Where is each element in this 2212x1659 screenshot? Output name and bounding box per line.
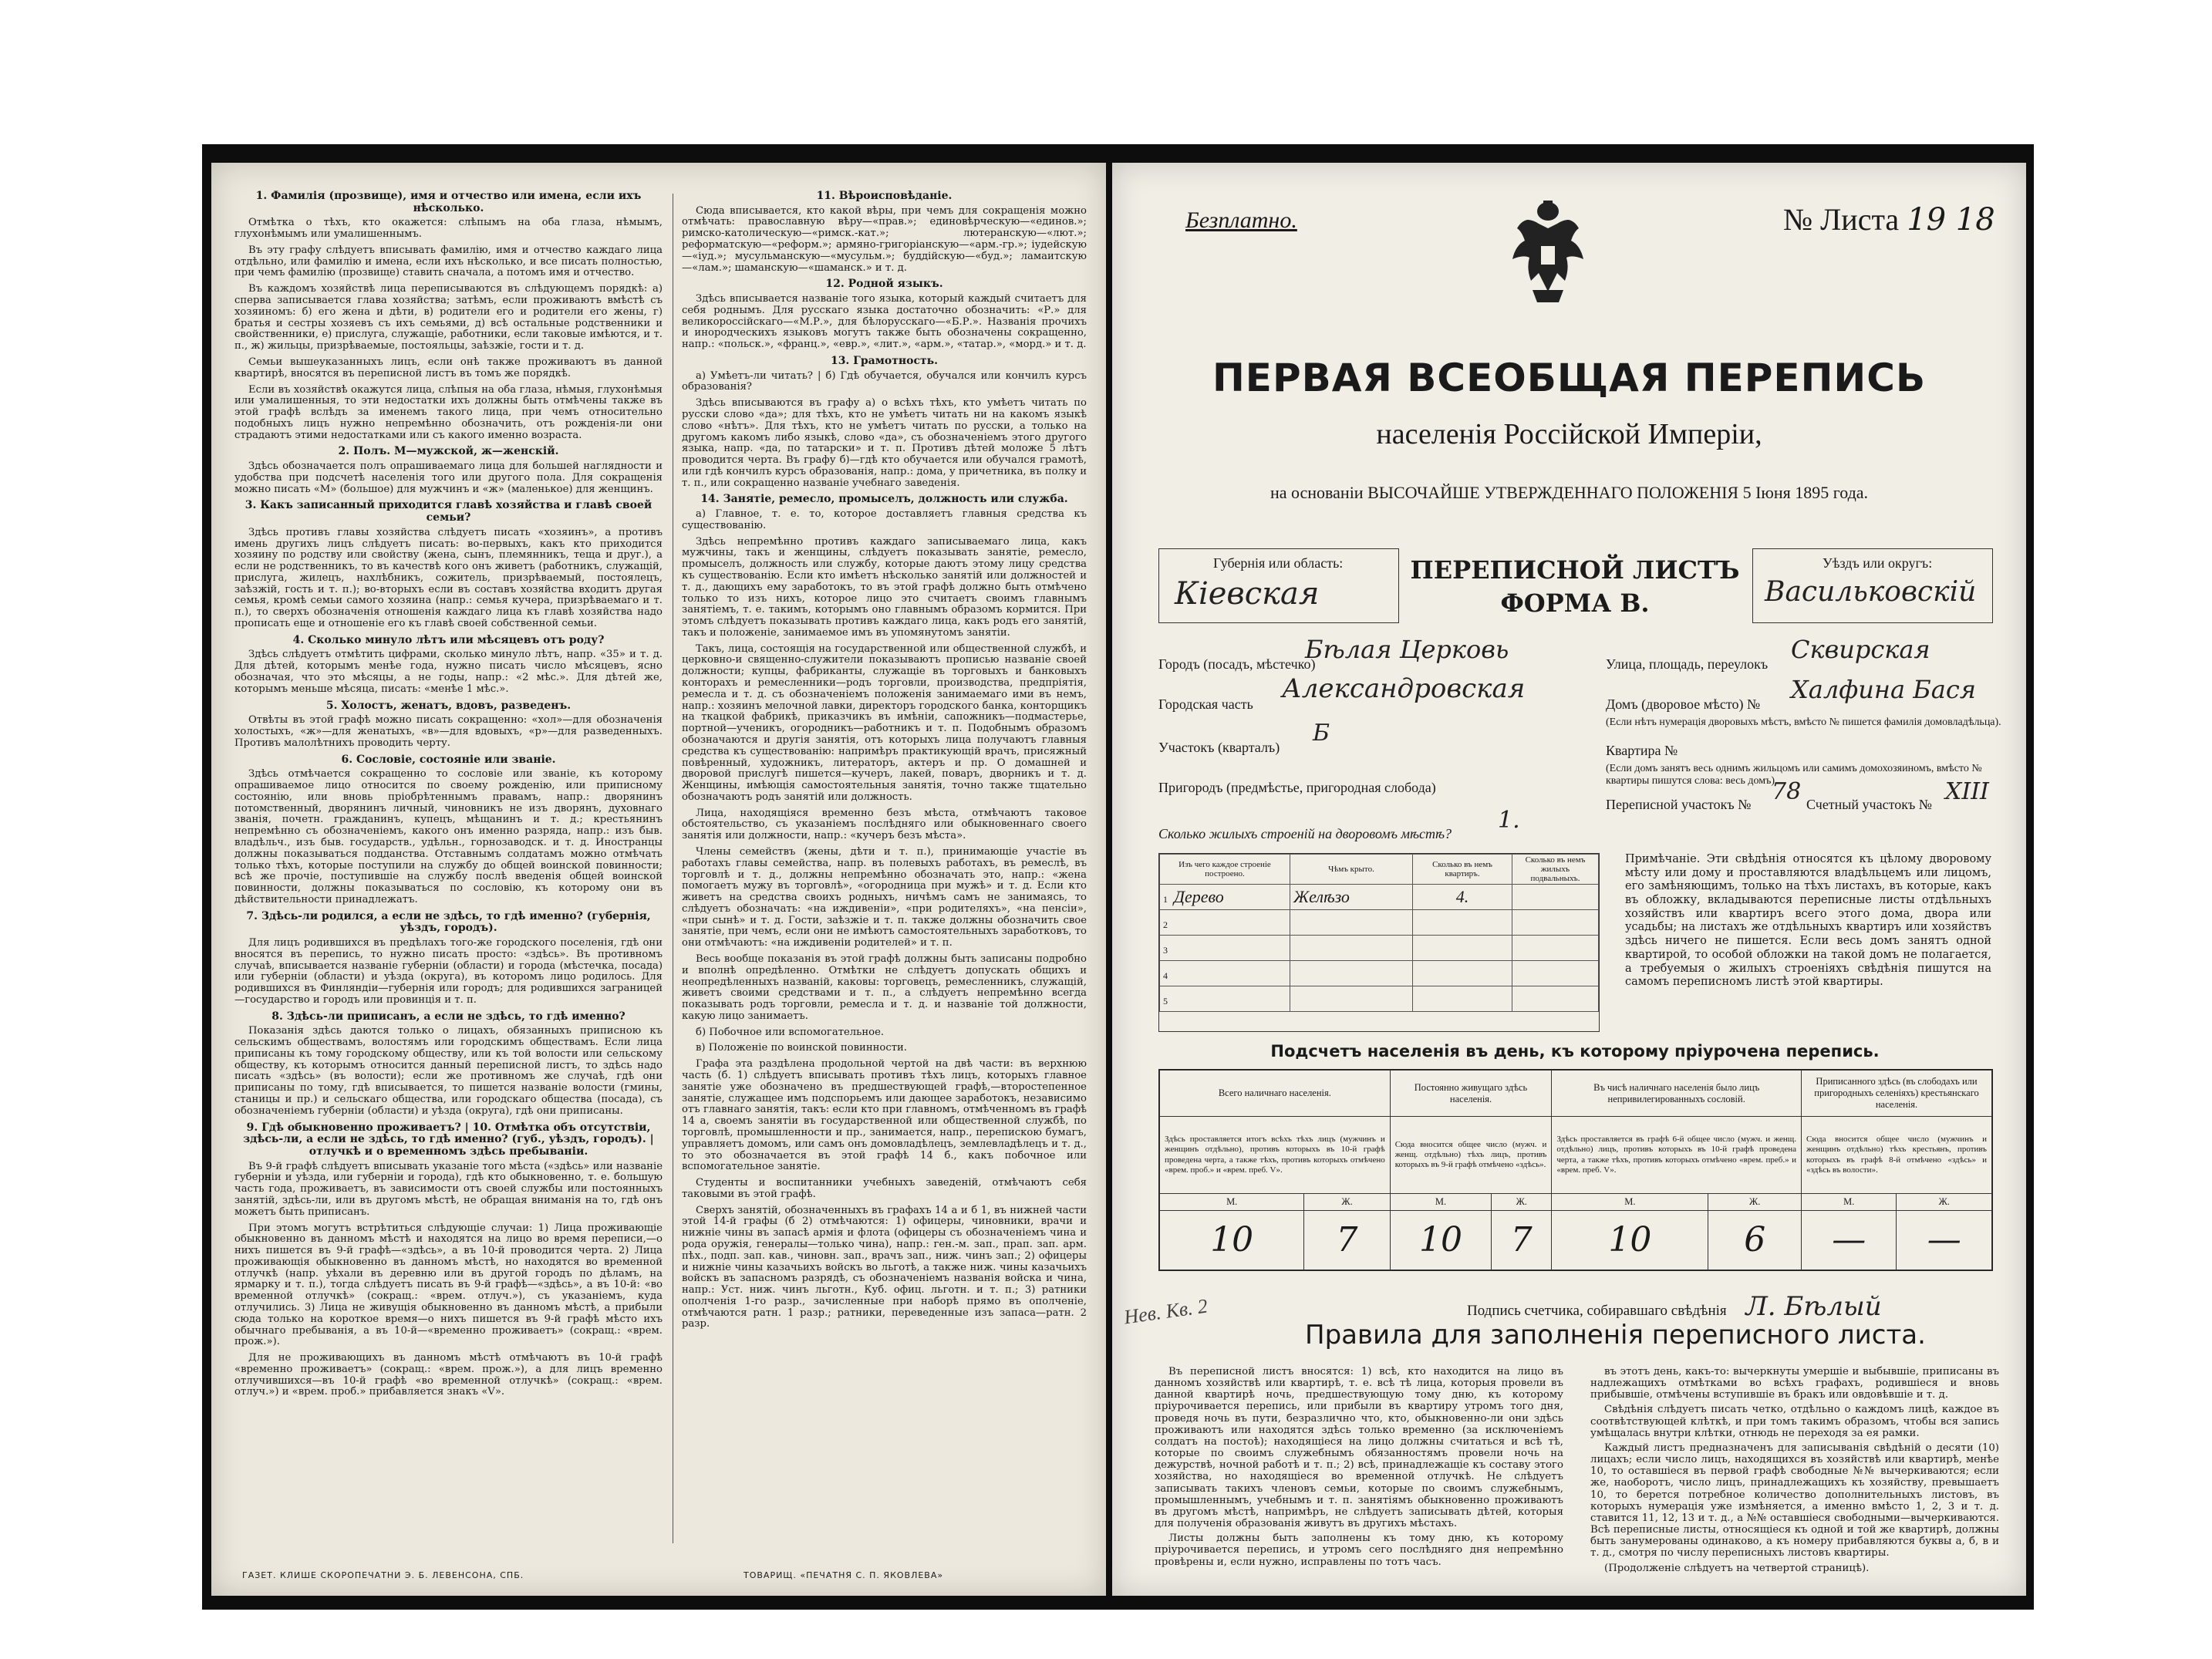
cell-roof xyxy=(1290,986,1413,1012)
form-heading xyxy=(1405,554,1745,620)
section-heading: 4. Сколько минуло лѣтъ или мѣсяцевъ отъ роду? xyxy=(292,633,605,646)
governorate-box xyxy=(1158,548,1399,623)
paragraph: Здѣсь вписывается названіе того языка, который каждый считаетъ для себя роднымъ. Для русскаго языка достаточно обозначить: «Р.» для великороссійскаго—«М.Р.», для бѣлорусскаго—«Б.Р.». Названія прочихъ и инородческихъ языковъ могутъ также быть обозначены сокращенно, напр.: «польск.», «франц.», «евр.», «лит.», «арм.», «татар.», «морд.» и т. д. xyxy=(682,293,1087,351)
paragraph: Сверхъ занятій, обозначенныхъ въ графахъ 14 а и б 1, въ нижней части этой 14-й графы (б 2) отмѣчаются: 1) офицеры, чиновники, врачи и нижніе чины въ запасѣ армія и флота (офицеры съ обозначеніемъ чина и рода оружія, генералы—только чина), напр.: ген.-м. зап., прап. зап. арм. пѣх., подп. зап. кав., чиновн. зап., врачъ зап., ниж. чинъ зап.; 2) офицеры и нижніе чины казачьихъ войскъ во льготѣ, а также ниж. чины казачьихъ войскъ въ запасномъ разрядѣ, съ обозначеніемъ названія войска и чина, напр.: Уст. ниж. чинъ льготн., Куб. офиц. льготн. и т. п.; 3) ратники ополченія 1-го разр., зачисленные при наборѣ прямо въ ополченіе, отмѣчаются ратн. 1 разр.; ратники, переведенные изъ запаса—ратн. 2 разр. xyxy=(682,1204,1087,1330)
section-heading: 14. Занятіе, ремесло, промыселъ, должность или служба. xyxy=(700,493,1068,506)
section-heading: 3. Какъ записанный приходится главѣ хозяйства и главѣ своей семьи? xyxy=(244,499,652,524)
m-label: М. xyxy=(1802,1194,1897,1211)
house-note: (Если нѣтъ нумерація дворовыхъ мѣстъ, вмѣсто № пишется фамилія домовладѣльца). xyxy=(1606,717,2001,728)
rules-paragraph: Свѣдѣнія слѣдуетъ писать четко, отдѣльно о каждомъ лицѣ, каждое въ соотвѣтствующей клѣткѣ, и при томъ такимъ образомъ, чтобы вся запись умѣщалась внутри клѣтки, отнюдь не переходя за ея рамки. xyxy=(1590,1404,1999,1439)
house-label: Домъ (дворовое мѣсто) № xyxy=(1606,696,1761,712)
count-present-m: 10 xyxy=(1160,1211,1304,1270)
left-column-2 xyxy=(682,186,1087,1335)
town-part-label: Городская часть xyxy=(1158,696,1253,712)
rules-paragraph: Листы должны быть заполнены къ тому дню, къ которому пріурочивается перепись, и утромъ сего послѣдняго дня непремѣнно провѣрены и, если нужно, исправлены по тотъ часъ. xyxy=(1155,1533,1563,1568)
section-heading: 7. Здѣсь-ли родился, а если не здѣсь, то гдѣ именно? (губернія, уѣздъ, городъ). xyxy=(246,909,651,935)
district-handwritten: Васильковскій xyxy=(1765,576,1977,608)
count-desc-present: Здѣсь проставляется итогъ всѣхъ тѣхъ лицъ (мужчинъ и женщинъ отдѣльно), противъ которыхъ въ 10-й графѣ проведена черта, а также тѣхъ, противъ которыхъ отмѣчено «врем. проб.» и «врем. преб. V». xyxy=(1160,1117,1391,1194)
section-heading: 11. Вѣроисповѣданіе. xyxy=(816,190,953,202)
census-subtitle: населенія Россійской Имперіи, xyxy=(1376,418,1762,450)
district-box xyxy=(1752,548,1993,623)
m-label: М. xyxy=(1390,1194,1491,1211)
apartment-note: (Если домъ занятъ весь однимъ жильцомъ или самимъ домохозяиномъ, вмѣсто № квартиры пишутся слова: весь домъ). xyxy=(1606,763,1982,787)
buildings-label: Сколько жилыхъ строеній на дворовомъ мѣстѣ? xyxy=(1158,826,1452,841)
paragraph: а) Главное, т. е. то, которое доставляетъ главныя средства къ существованію. xyxy=(682,508,1087,531)
cell-material xyxy=(1160,986,1290,1012)
signature-handwritten: Л. Бѣлый xyxy=(1745,1291,1882,1322)
paragraph: Лица, находящіяся временно безъ мѣста, отмѣчаютъ таковое обстоятельство, съ указаніемъ послѣдняго или обыкновеннаго своего занятія или должности, напр.: «кучеръ безъ мѣста». xyxy=(682,807,1087,842)
free-label: Безплатно. xyxy=(1185,207,1297,233)
buildings-row xyxy=(1160,910,1599,936)
form-heading-line1: ПЕРЕПИСНОЙ ЛИСТЪ xyxy=(1410,555,1740,585)
printer-imprint-right: ТОВАРИЩ. «ПЕЧАТНЯ С. П. ЯКОВЛЕВА» xyxy=(744,1570,944,1580)
buildings-col-roof: Чѣмъ крыто. xyxy=(1290,855,1413,885)
count-desc-peasants: Сюда вносится общее число (мужчинъ и женщинъ отдѣльно) тѣхъ крестьянъ, противъ которыхъ въ графѣ 8-й отмѣчено «здѣсь» и «здѣсь въ волости». xyxy=(1802,1117,1992,1194)
buildings-col-material: Изъ чего каждое строеніе построено. xyxy=(1160,855,1290,885)
left-page xyxy=(211,163,1106,1596)
signature-label: Подпись счетчика, собиравшаго свѣдѣнія xyxy=(1467,1303,1727,1319)
section-heading: 2. Полъ. М—мужской, ж—женскій. xyxy=(338,445,559,458)
row-number: 2 xyxy=(1163,919,1168,930)
buildings-row xyxy=(1160,936,1599,961)
street-handwritten: Сквирская xyxy=(1791,635,1930,664)
section-heading: 8. Здѣсь-ли приписанъ, а если не здѣсь, то гдѣ именно? xyxy=(271,1010,625,1023)
paragraph: а) Умѣетъ-ли читать? | б) Гдѣ обучается, обучался или кончилъ курсъ образованія? xyxy=(682,369,1087,393)
town-handwritten: Бѣлая Церковь xyxy=(1305,635,1509,664)
apartments-handwritten: 4. xyxy=(1455,887,1469,906)
census-basis: на основаніи ВЫСОЧАЙШЕ УТВЕРЖДЕННАГО ПОЛОЖЕНІЯ 5 Іюня 1895 года. xyxy=(1270,483,1869,502)
paragraph: Здѣсь отмѣчается сокращенно то сословіе или званіе, къ которому опрашиваемое лицо относится по своему рожденію, или приписному состоянію, или вновь пріобрѣтеннымъ правамъ, напр.: дворянинъ потомственный, дворянинъ личный, чиновникъ не изъ дворянъ, духовнаго званія, почетн. гражданинъ, купецъ, мѣщанинъ и т. д.; крестьянинъ непремѣнно съ обозначеніемъ, какого онъ именно разряда, напр.: изъ быв. владѣльч., изъ быв. государств., удѣльн., горнозаводск. и т. д. Иностранцы должны показываться подданства. Отставнымъ солдатамъ можно отмѣчать только тѣхъ, которые поступили на службу до общей воинской повинности; всѣ же прочіе, поступившіе на службу послѣ введенія общей воинской повинности, должны показываться по сословію, къ которому они въ дѣйствительности принадлежатъ. xyxy=(234,768,663,905)
paragraph: Такъ, лица, состоящія на государственной или общественной службѣ, и церковно-и священно-служители показываютъ прописью названіе своей должности; купцы, фабриканты, служащіе въ торговыхъ и банковыхъ конторахъ и ремесленники—родъ торговли, производства, предпріятія, ремесла и т. д. съ обозначеніемъ положенія занимаемаго ими въ немъ, напр.: хозяинъ мелочной лавки, директоръ городского банка, конторщикъ на ткацкой фабрикѣ, приказчикъ въ имѣніи, сапожникъ—подмастерье, портной—ученикъ, огородникъ—работникъ и т. п. Подобнымъ образомъ обозначаются и другія занятія, отъ которыхъ лица получаютъ главныя средства къ существованію: напримѣръ практикующій врачъ, присяжный повѣренный, художникъ, литераторъ, актеръ и пр. О домашней и дворовой прислугѣ пишется—кучеръ, лакей, поваръ, дворникъ и т. д. Женщины, имѣющія самостоятельныя занятія, точно также тщательно обозначаютъ родъ занятій или должность. xyxy=(682,642,1087,803)
cell-apartments xyxy=(1413,936,1512,961)
section-heading: 12. Родной языкъ. xyxy=(825,278,943,291)
rules-paragraph: Каждый листъ предназначенъ для записыванія свѣдѣній о десяти (10) лицахъ; если число лицъ, находящихся въ хозяйствѣ или квартирѣ, менѣе 10, то оставшіеся въ первой графѣ свободные №№ вычеркиваются; если же, наоборотъ, число лицъ, принадлежащихъ къ хозяйству, превышаетъ 10, то берется потребное количество дополнительныхъ листовъ, въ которыхъ нумерація уже измѣняется, а именно вмѣсто 1, 2, 3 и т. д. ставится 11, 12, 13 и т. д., а №№ оставшіеся свободными—вычеркиваются. Всѣ переписные листы, относящіеся къ одной и той же квартирѣ, должны быть занумерованы одинаково, а къ номеру прибавляются буквы а, б, в и т. д., смотря по числу переписныхъ листовъ квартиры. xyxy=(1590,1442,1999,1560)
cell-roof xyxy=(1290,885,1413,910)
buildings-note: Примѣчаніе. Эти свѣдѣнія относятся къ цѣлому дворовому мѣсту или дому и проставляются владѣльцемъ или лицомъ, его замѣняющимъ, только на тѣхъ листахъ, въ которые, какъ въ обложку, вкладываются переписные листы отдѣльныхъ хозяйствъ или квартиръ всего этого дома, двора или усадьбы; на листахъ же отдѣльныхъ квартиръ или хозяйствъ здѣсь ничего не пишется. Если весь домъ занятъ одной квартирой, то особой обложки на такой домъ не полагается, а требуемыя о жилыхъ строеніяхъ свѣдѣнія пишутся на самомъ переписномъ листѣ этой квартиры. xyxy=(1625,853,1991,989)
m-label: М. xyxy=(1160,1194,1304,1211)
count-permanent-m: 10 xyxy=(1390,1211,1491,1270)
count-permanent-f: 7 xyxy=(1492,1211,1552,1270)
governorate-label: Губернія или область: xyxy=(1213,555,1344,571)
buildings-handwritten: 1. xyxy=(1498,807,1520,834)
row-number: 4 xyxy=(1163,970,1168,981)
rules-column-1 xyxy=(1155,1366,1563,1571)
counting-district-label: Счетный участокъ № xyxy=(1806,797,1932,812)
count-header-peasants: Приписанного здѣсь (въ слободахъ или пригородныхъ селеніяхъ) крестьянскаго населенія. xyxy=(1802,1071,1992,1117)
paragraph: Здѣсь вписываются въ графу а) о всѣхъ тѣхъ, кто умѣетъ читать по русски слово «да»; для тѣхъ, кто не умѣетъ читать ни на какомъ языкѣ слово «нѣтъ». Для тѣхъ, кто не умѣетъ читать по русски, а только на другомъ какомъ либо языкѣ, слово «да», съ обозначеніемъ этого другого языка, напр. «да, по татарски» и т. п. Противъ дѣтей моложе 5 лѣтъ проводится черта. Въ графу б)—гдѣ кто обучается или обучался грамотѣ, или гдѣ кончилъ курсъ образованія, напр.: дома, у причетника, въ полку и т. п., или сокращенно названіе учебнаго заведенія. xyxy=(682,397,1087,489)
apartment-label: Квартира № xyxy=(1606,743,1678,758)
counting-district-handwritten: XIII xyxy=(1945,778,1989,805)
scan-background xyxy=(202,144,2034,1610)
buildings-table xyxy=(1158,853,1600,1032)
zh-label: Ж. xyxy=(1492,1194,1552,1211)
paragraph: Для лицъ родившихся въ предѣлахъ того-же городского поселенія, гдѣ они вносятся въ перепись, то нужно писать просто: «здѣсь». Въ противномъ случаѣ, вписывается названіе губерніи (области) и города (мѣстечка, посада) или губерніи (области) и уѣзда (округа), въ которомъ лицо родилось. Для родившихся въ Финляндіи—губернія или городъ; для родившихся заграницей—государство и городъ или провинція и т. п. xyxy=(234,937,663,1006)
count-nonprivileged-f: 6 xyxy=(1708,1211,1802,1270)
rules-paragraph: (Продолженіе слѣдуетъ на четвертой страницѣ). xyxy=(1604,1562,1870,1574)
cell-basements xyxy=(1512,986,1599,1012)
cell-material xyxy=(1160,885,1290,910)
census-district-label: Переписной участокъ № xyxy=(1606,797,1752,812)
precinct-label: Участокъ (кварталъ) xyxy=(1158,740,1280,755)
cell-roof xyxy=(1290,961,1413,986)
count-header-nonprivileged: Въ чисѣ наличнаго населенія было лицъ непривилегированныхъ сословій. xyxy=(1552,1071,1802,1117)
count-header-present: Всего наличнаго населенія. xyxy=(1160,1071,1391,1117)
paragraph: Въ эту графу слѣдуетъ вписывать фамилію, имя и отчество каждаго лица отдѣльно, или фамилію и имена, если ихъ нѣсколько, и все писать полностью, при чемъ фамилію (прозвище) ставить сначала, а потомъ имя и отчество. xyxy=(234,244,663,279)
buildings-row xyxy=(1160,961,1599,986)
row-number: 5 xyxy=(1163,996,1168,1007)
list-number-label: № Листа xyxy=(1783,202,1900,237)
count-peasants-m: — xyxy=(1802,1211,1897,1270)
rules-paragraph: Въ переписной листъ вносятся: 1) всѣ, кто находится на лицо въ данномъ хозяйствѣ или квартирѣ, т. е. всѣ тѣ лица, которыя провели въ данной квартирѣ ночь, предшествующую тому дню, къ которому пріурочивается перепись, или прибыли въ квартиру утромъ того дня, проведя ночь въ пути, безразлично что, кто, обыкновенно-ли они здѣсь проживаютъ или находятся здѣсь только временно (за исключеніемъ солдатъ на постоѣ); находящіеся на лицо должны считаться и всѣ тѣ, которые по своимъ служебнымъ обязанностямъ провели ночь на дежурствѣ, ночной работѣ и т. п.; 2) всѣ, принадлежащіе къ составу этого хозяйства, но находящіеся во временной отлучкѣ. Не слѣдуетъ записывать такихъ членовъ семьи, которые по своимъ служебнымъ, промышленнымъ, учебнымъ и т. п. занятіямъ обыкновенно проживаютъ въ другомъ мѣстѣ, напримѣръ, не слѣдуетъ записывать дѣтей, которыя для полученія образованія живутъ въ другихъ мѣстахъ. xyxy=(1155,1366,1563,1530)
census-district-handwritten: 78 xyxy=(1772,778,1802,805)
section-heading: 5. Холостъ, женатъ, вдовъ, разведенъ. xyxy=(325,699,572,712)
paragraph: Отмѣтка о тѣхъ, кто окажется: слѣпымъ на оба глаза, нѣмымъ, глухонѣмымъ или умалишеннымъ. xyxy=(234,217,663,241)
precinct-handwritten: Б xyxy=(1313,720,1330,747)
cell-apartments xyxy=(1413,885,1512,910)
town-label: Городъ (посадъ, мѣстечко) xyxy=(1158,656,1316,672)
rules-paragraph: въ этотъ день, какъ-то: вычеркнуты умершіе и выбывшіе, приписаны въ надлежащихъ отмѣтками во всѣхъ графахъ, родившіеся и вновь прибывшіе, отмѣчены вступившіе въ бракъ или овдовѣвшіе и т. д. xyxy=(1590,1366,1999,1401)
list-number xyxy=(1783,201,1995,238)
paragraph: в) Положеніе по воинской повинности. xyxy=(696,1042,907,1054)
row-number: 3 xyxy=(1163,945,1168,956)
paragraph: Сюда вписывается, кто какой вѣры, при чемъ для сокращенія можно отмѣчать: православную вѣру—«прав.»; единовѣрческую—«единов.»; римско-католическую—«римск.-кат.»; лютеранскую—«лют.»; реформатскую—«реформ.»; армяно-григоріанскую—«арм.-гр.»; іудейскую—«іуд.»; мусульманскую—«мусульм.»; буддійскую—«буд.»; ламаитскую—«лам.»; шаманскую—«шаманск.» и т. д. xyxy=(682,204,1087,274)
form-heading-line2: ФОРМА В. xyxy=(1500,588,1650,619)
paragraph: б) Побочное или вспомогательное. xyxy=(696,1026,885,1038)
section-heading: 6. Сословіе, состояніе или званіе. xyxy=(341,753,556,766)
cell-apartments xyxy=(1413,910,1512,936)
section-heading: 13. Грамотность. xyxy=(830,354,939,367)
paragraph: Студенты и воспитанники учебныхъ заведеній, отмѣчаютъ себя таковыми въ этой графѣ. xyxy=(682,1177,1087,1200)
buildings-row xyxy=(1160,986,1599,1012)
suburb-label: Пригородъ (предмѣстье, пригородная слобода) xyxy=(1158,780,1436,795)
paragraph: Если въ хозяйствѣ окажутся лица, слѣпыя на оба глаза, нѣмыя, глухонѣмыя или умалишенныя, то эти недостатки ихъ должны быть отмѣчены также въ этой графѣ вслѣдъ за именемъ такого лица, при чемъ относительно подобныхъ лицъ нужно непремѣнно обозначить, отъ рожденія-ли они страдаютъ этими недостатками или съ какого именно возраста. xyxy=(234,383,663,441)
paragraph: Весь вообще показанія въ этой графѣ должны быть записаны подробно и вполнѣ опредѣленно. Отмѣтки не слѣдуетъ допускать общихъ и неопредѣленныхъ названій, каковы: торговецъ, ремесленникъ, служащій, живетъ своими средствами и т. п., а слѣдуетъ непремѣнно всегда показывать родъ торговли, ремесла и т. д. и названіе той должности, какую лицо занимаетъ. xyxy=(682,953,1087,1022)
count-present-f: 7 xyxy=(1304,1211,1390,1270)
paragraph: Здѣсь противъ главы хозяйства слѣдуетъ писать «хозяинъ», а противъ имень другихъ лицъ слѣдуетъ писать: во-первыхъ, какъ кто приходится хозяину по родству или свойству (жена, сынъ, племянникъ, теща и друг.), а если не родственникъ, то въ качествѣ кого онъ живетъ (работникъ, служащій, прислуга, жилецъ, нахлѣбникъ, сожитель, призрѣваемый, постоялецъ, заѣзжій, гость и т. п.); во-вторыхъ если въ составъ хозяйства входитъ другая семья, кромѣ семьи самого хозяина (напр.: семья кучера, призрѣваемаго и т. п.), то сверхъ обозначенія отношенія каждаго лица къ главѣ хозяйства надо прописать еще и отношеніе его къ главѣ своей собственной семьи. xyxy=(234,526,663,630)
paragraph: Для не проживающихъ въ данномъ мѣстѣ отмѣчаютъ въ 10-й графѣ «временно проживаетъ» (сокращ.: «врем. прож.»), а для лицъ временно отлучившихся—въ 10-й графѣ «во временной отлучкѣ» (сокращ.: «врем. отлуч.») и «врем. проб.» прибавляется знакъ «V». xyxy=(234,1352,663,1398)
enumerator-signature xyxy=(1467,1291,1882,1322)
cell-basements xyxy=(1512,885,1599,910)
paragraph: Члены семействъ (жены, дѣти и т. п.), принимающіе участіе въ работахъ главы семейства, напр. въ полевыхъ работахъ, въ ремеслѣ, въ торговлѣ и т. д., должны непремѣнно обозначать это, напр.: «жена помогаетъ мужу въ торговлѣ», «огородница при мужѣ» и т. д. Если кто живетъ на средства своихъ родныхъ, ничѣмъ самъ не занимаясь, то слѣдуетъ обозначать: «на иждивеніи», «при родителяхъ», «на пенсіи», «при сынѣ» и т. д. Гости, заѣзжіе и т. п. также должны обозначить свое занятіе, при чемъ, если они не имѣютъ самостоятельныхъ заработковъ, то они отмѣчаютъ: «на иждивеніи родителей» и т. п. xyxy=(682,845,1087,949)
paragraph: При этомъ могутъ встрѣтиться слѣдующіе случаи: 1) Лица проживающіе обыкновенно въ данномъ мѣстѣ и находятся на лицо во время переписи,—о нихъ пишется въ 9-й графѣ—«здѣсь», а въ 10-й проводится черта. 2) Лица проживающія обыкновенно въ данномъ мѣстѣ, но находятся во временной отлучкѣ (напр. уѣхали въ деревню или въ другой городъ по дѣламъ, на ярмарку и т. п.), тогда слѣдуетъ писать въ 9-й графѣ—«здѣсь», а въ 10-й: «во временной отлучкѣ» (сокращ.: «врем. отлуч.»), съ указаніемъ, куда отлучились. 3) Лица не живущія обыкновенно въ данномъ мѣстѣ, а прибыли сюда только на короткое время—о нихъ пишется въ 9-й графѣ мѣсто ихъ обычнаго пребыванія, а въ 10-й—«временно проживаетъ» (сокращ.: «врем. прож.»). xyxy=(234,1222,663,1348)
row-number: 1 xyxy=(1163,894,1168,905)
material-handwritten: Дерево xyxy=(1174,887,1224,906)
count-desc-permanent: Сюда вносится общее число (мужч. и женщ. отдѣльно) тѣхъ лицъ, противъ которыхъ въ 9-й графѣ отмѣчено «здѣсь». xyxy=(1390,1117,1552,1194)
cell-roof xyxy=(1290,936,1413,961)
printer-imprint-left: ГАЗЕТ. КЛИШЕ СКОРОПЕЧАТНИ Э. Б. ЛЕВЕНСОНА, СПБ. xyxy=(242,1570,524,1580)
rules-column-2 xyxy=(1590,1366,1999,1577)
count-peasants-f: — xyxy=(1897,1211,1992,1270)
paragraph: Здѣсь обозначается полъ опрашиваемаго лица для большей наглядности и удобства при подсчетѣ населенія того или другого пола. Для сокращенія можно писать «М» (большое) для мужчинъ и «ж» (маленькое) для женщинъ. xyxy=(234,460,663,495)
paragraph: Въ каждомъ хозяйствѣ лица переписываются въ слѣдующемъ порядкѣ: а) сперва записывается глава хозяйства; затѣмъ, если проживаютъ вмѣстѣ съ хозяиномъ: б) его жена и дѣти, в) родители его и родители его жены, г) братья и сестры хозяевъ съ ихъ семьями, д) всѣ остальные родственники и свойственники, е) прислуга, служащіе, работники, если таковые имѣются, и т. п., ж) жильцы, призрѣваемые, постояльцы, заѣзжіе, гости и т. д. xyxy=(234,283,663,352)
cell-roof xyxy=(1290,910,1413,936)
population-count-title: Подсчетъ населенія въ день, къ которому пріурочена перепись. xyxy=(1270,1042,1880,1060)
census-title: ПЕРВАЯ ВСЕОБЩАЯ ПЕРЕПИСЬ xyxy=(1212,356,1927,400)
cell-material xyxy=(1160,961,1290,986)
zh-label: Ж. xyxy=(1897,1194,1992,1211)
count-desc-nonprivileged: Здѣсь проставляется въ графѣ 6-й общее число (мужч. и женщ. отдѣльно) лицъ, противъ которыхъ въ 10-й графѣ проведена черта, а также тѣхъ, противъ которыхъ отмѣчено «врем. преб.» и «врем. преб. V». xyxy=(1552,1117,1802,1194)
paragraph: Показанія здѣсь даются только о лицахъ, обязанныхъ приписною къ сельскимъ обществамъ, волостямъ или городскимъ обществамъ. Если лица приписаны къ тому городскому обществу, или къ той волости или сельскому обществу, къ которымъ относится данный переписной листъ, то здѣсь надо писать «здѣсь» (въ волости); если же противномъ же случаѣ, гдѣ они приписаны по тому, гдѣ вписывается, то пишется названіе волости (гмины, станицы и пр.) и сельскаго общества, или городскаго общества (посада), съ обозначеніемъ губерніи (области) и уѣзда (округа), гдѣ они приписаны. xyxy=(234,1025,663,1117)
section-heading: 1. Фамилія (прозвище), имя и отчество или имена, если ихъ нѣсколько. xyxy=(255,190,642,214)
district-label: Уѣздъ или округъ: xyxy=(1823,555,1933,571)
paragraph: Здѣсь непремѣнно противъ каждаго записываемаго лица, какъ мужчины, такъ и женщины, слѣдуетъ показывать занятіе, ремесло, промыселъ, должность или службу, которые даютъ этому лицу средства къ существованію. Если кто имѣетъ нѣсколько занятій или должностей и т. д., дающихъ ему заработокъ, то въ этой графѣ должно быть отмѣчено только то изъ нихъ, которое лицо это считаетъ своимъ главнымъ занятіемъ, т. е. такимъ, которымъ оно главнымъ образомъ кормится. При этомъ слѣдуетъ показывать противъ каждаго лица, какъ родъ его занятій, такъ и положеніе, занимаемое имъ въ упомянутомъ занятіи. xyxy=(682,535,1087,639)
street-label: Улица, площадь, переулокъ xyxy=(1606,656,1769,672)
cell-apartments xyxy=(1413,961,1512,986)
cell-material xyxy=(1160,910,1290,936)
cell-basements xyxy=(1512,910,1599,936)
paragraph: Семьи вышеуказанныхъ лицъ, если онѣ также проживаютъ въ данной квартирѣ, вносятся въ переписной листъ въ томъ же порядкѣ. xyxy=(234,356,663,379)
buildings-row xyxy=(1160,885,1599,910)
cell-apartments xyxy=(1413,986,1512,1012)
left-column-1 xyxy=(234,186,663,1403)
list-number-handwritten: 19 18 xyxy=(1907,202,1995,238)
section-heading: 9. Гдѣ обыкновенно проживаетъ? | 10. Отмѣтка объ отсутствіи, здѣсь-ли, а если не здѣсь, то гдѣ именно? (губ., уѣздъ, городъ). | отлучкѣ и о временномъ здѣсь пребываніи. xyxy=(243,1121,654,1158)
buildings-col-basements: Сколько въ немъ жилыхъ подвальныхъ. xyxy=(1512,855,1599,885)
cell-basements xyxy=(1512,961,1599,986)
margin-handwritten-note: Нев. Кв. 2 xyxy=(1122,1294,1209,1329)
zh-label: Ж. xyxy=(1708,1194,1802,1211)
paragraph: Графа эта раздѣлена продольной чертой на двѣ части: въ верхнюю часть (б. 1) слѣдуетъ вписывать противъ тѣхъ лицъ, которыхъ главное занятіе уже обозначено въ предшествующей графѣ,—второстепенное занятіе, служащее имъ подспорьемъ или дающее заработокъ, независимо отъ главнаго занятія, такъ: если кто при главномъ, отмѣченномъ въ графѣ 14 а, своемъ занятіи въ государственной или общественной службѣ, по торговлѣ, промышленности и пр., занимается, напр., перепискою бумагъ, управляетъ домомъ, или самъ онъ домовладѣлецъ, землевладѣлецъ и т. д., то это обозначается въ этой графѣ 14 б., какъ побочное или вспомогательное занятіе. xyxy=(682,1058,1087,1173)
double-headed-eagle-emblem xyxy=(1502,197,1594,313)
house-handwritten: Халфина Бася xyxy=(1791,675,1976,704)
right-page xyxy=(1112,163,2026,1596)
town-part-handwritten: Александровская xyxy=(1282,673,1526,704)
cell-material xyxy=(1160,936,1290,961)
m-label: М. xyxy=(1552,1194,1708,1211)
rules-title: Правила для заполненія переписного листа. xyxy=(1305,1320,1926,1350)
cell-basements xyxy=(1512,936,1599,961)
count-header-permanent: Постоянно живущаго здѣсь населенія. xyxy=(1390,1071,1552,1117)
governorate-handwritten: Кіевская xyxy=(1175,576,1320,612)
count-nonprivileged-m: 10 xyxy=(1552,1211,1708,1270)
paragraph: Здѣсь слѣдуетъ отмѣтить цифрами, сколько минуло лѣтъ, напр. «35» и т. д. Для дѣтей, которымъ менѣе года, нужно писать число мѣсяцевъ, ясно обозначая, что это мѣсяцы, а не годы, напр.: «2 мѣс.». Для дѣтей же, которымъ меньше мѣсяца, писать: «менѣе 1 мѣс.». xyxy=(234,649,663,695)
zh-label: Ж. xyxy=(1304,1194,1390,1211)
paragraph: Отвѣты въ этой графѣ можно писать сокращенно: «хол»—для обозначенія холостыхъ, «ж»—для женатыхъ, «в»—для вдовыхъ, «р»—для разведенныхъ. Противъ малолѣтнихъ проводить черту. xyxy=(234,714,663,749)
population-count-table xyxy=(1158,1069,1993,1271)
paragraph: Въ 9-й графѣ слѣдуетъ вписывать указаніе того мѣста («здѣсь» или названіе губерніи и уѣзда, или губерніи и города), гдѣ кто обыкновенно, т. е. большую часть года, проживаетъ, въ зависимости отъ своей службы или постоянныхъ занятій, здѣсь-ли, или въ другомъ мѣстѣ, не обращая вниманія на то, гдѣ онъ можетъ быть приписанъ. xyxy=(234,1160,663,1218)
buildings-col-apartments: Сколько въ немъ квартиръ. xyxy=(1413,855,1512,885)
roof-handwritten: Желѣзо xyxy=(1293,887,1350,906)
